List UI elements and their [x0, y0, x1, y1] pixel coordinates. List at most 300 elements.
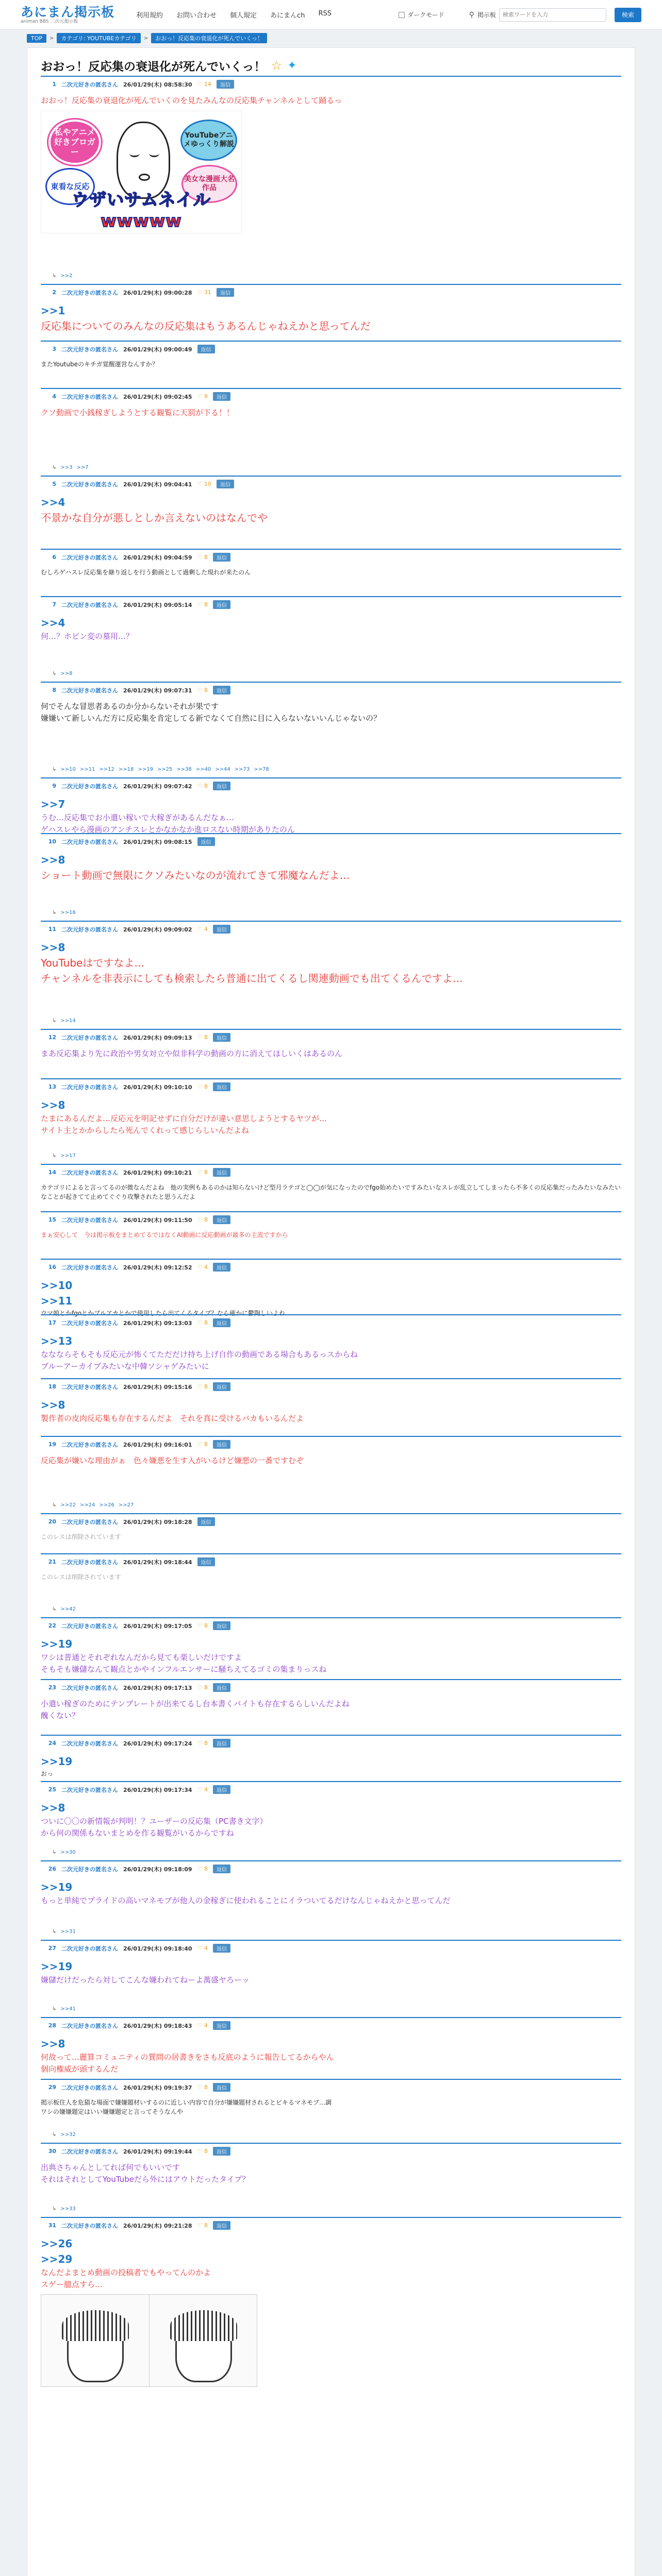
post: [41, 549, 621, 596]
post-anchor-link[interactable]: >>26: [41, 2238, 73, 2250]
reply-link[interactable]: >>38: [176, 767, 192, 772]
post-number[interactable]: 16: [48, 1264, 56, 1270]
favorite-star-icon[interactable]: ☆: [271, 58, 283, 73]
reply-button[interactable]: 返信: [217, 480, 234, 488]
site-logo[interactable]: [21, 6, 129, 24]
post-body: [41, 303, 621, 334]
post-body: [41, 1532, 621, 1541]
reply-link[interactable]: >>40: [195, 767, 211, 772]
reply-link[interactable]: >>33: [60, 2206, 76, 2212]
post-line: ワシの嫌嫌題定はいい嫌嫌題定と言ってそうなんや: [41, 2108, 184, 2115]
poster-name: 二次元好きの匿名さん: [61, 601, 118, 608]
post-body: [41, 2162, 621, 2185]
post-date: 26/01/29(木) 09:00:28: [123, 289, 192, 296]
like-count[interactable]: [197, 1786, 208, 1793]
post: [41, 388, 621, 476]
post-number[interactable]: 10: [48, 838, 56, 845]
post-anchor-link[interactable]: >>8: [41, 2038, 65, 2050]
post-body: [41, 1048, 621, 1060]
reply-links: [52, 2206, 76, 2212]
reply-button[interactable]: 返信: [217, 288, 234, 297]
breadcrumb-category[interactable]: カテゴリ: YOUTUBEカテゴリ: [57, 33, 140, 43]
like-count[interactable]: [197, 289, 211, 296]
post-list: [41, 76, 621, 2423]
post-header: [41, 1215, 621, 1224]
heart-icon: ♡: [197, 1866, 204, 1872]
post-body: [41, 2236, 621, 2290]
post-date: 26/01/29(木) 09:18:40: [123, 1945, 192, 1952]
reply-button[interactable]: 返信: [213, 2021, 230, 2030]
reply-link[interactable]: >>3: [60, 465, 73, 470]
reply-button[interactable]: 返信: [213, 1621, 230, 1630]
post-anchor-link[interactable]: >>8: [41, 1802, 65, 1814]
reply-link[interactable]: >>25: [157, 767, 173, 772]
search-button[interactable]: 検索: [615, 8, 641, 22]
like-count[interactable]: [197, 1319, 208, 1326]
reply-button[interactable]: 返信: [197, 837, 215, 846]
heart-icon: ♡: [197, 1216, 204, 1223]
post-number[interactable]: 8: [52, 687, 56, 693]
like-count[interactable]: [197, 2148, 208, 2155]
post-number[interactable]: 17: [48, 1319, 56, 1326]
post-number[interactable]: 7: [52, 601, 56, 608]
like-count[interactable]: [197, 1264, 208, 1270]
reply-button[interactable]: 返信: [213, 686, 230, 694]
post-number[interactable]: 20: [48, 1518, 56, 1525]
reply-link[interactable]: >>18: [118, 767, 134, 772]
reply-arrow-icon: ↳: [52, 671, 57, 676]
poster-name: 二次元好きの匿名さん: [61, 1083, 118, 1091]
reply-button[interactable]: 返信: [213, 1739, 230, 1748]
like-count[interactable]: [197, 1866, 208, 1872]
post-body: [41, 1959, 621, 1986]
post: [41, 833, 621, 921]
post-line: から何の関係もないまとめを作る観覧がいるからですね: [41, 1828, 234, 1838]
post-date: 26/01/29(木) 09:18:43: [123, 2022, 192, 2029]
reply-arrow-icon: ↳: [52, 273, 57, 279]
post-line: なんだよまとめ動画の投稿者でもやってんのかよ: [41, 2268, 211, 2277]
post-line: 何故って…麗算コミュニティの質問の居書きをさも反底のように報告してるからやん: [41, 2053, 334, 2062]
reply-link[interactable]: >>24: [79, 1502, 95, 1508]
post-number[interactable]: 9: [52, 783, 56, 789]
reply-link[interactable]: >>22: [60, 1502, 76, 1508]
reply-link[interactable]: >>12: [99, 767, 114, 772]
reply-link[interactable]: >>2: [60, 273, 73, 279]
reply-link[interactable]: >>41: [60, 2006, 76, 2012]
post-body: [41, 615, 621, 642]
post: [41, 1314, 621, 1378]
post-number[interactable]: 11: [48, 926, 56, 933]
poster-name: 二次元好きの匿名さん: [61, 289, 118, 296]
poster-name: 二次元好きの匿名さん: [61, 1945, 118, 1952]
post: [41, 1553, 621, 1617]
post-number[interactable]: 30: [48, 2148, 56, 2155]
like-count-value: 8: [204, 601, 208, 608]
post-header: [41, 782, 621, 790]
post-header: [41, 837, 621, 846]
twitter-share-icon[interactable]: ✦: [287, 59, 297, 72]
reply-button[interactable]: 返信: [213, 1318, 230, 1327]
post-header: [41, 345, 621, 353]
like-count-value: 8: [204, 1740, 208, 1747]
post-date: 26/01/29(木) 08:58:30: [123, 81, 192, 88]
like-count[interactable]: [197, 81, 211, 88]
post-anchor-link[interactable]: >>8: [41, 941, 65, 954]
post-date: 26/01/29(木) 09:21:28: [123, 2222, 192, 2229]
post-number[interactable]: 25: [48, 1786, 56, 1793]
post-date: 26/01/29(木) 09:04:41: [123, 481, 192, 488]
reply-button[interactable]: 返信: [213, 1865, 230, 1873]
reply-button[interactable]: 返信: [213, 553, 230, 562]
post-header: [41, 2021, 621, 2030]
like-count[interactable]: [197, 1034, 208, 1041]
post-date: 26/01/29(木) 09:04:59: [123, 554, 192, 561]
breadcrumb-top[interactable]: TOP: [27, 34, 46, 43]
reply-links: [52, 1018, 76, 1024]
reply-button[interactable]: 返信: [213, 392, 230, 401]
post: [41, 1211, 621, 1259]
post-number[interactable]: 27: [48, 1945, 56, 1952]
post-number[interactable]: 26: [48, 1866, 56, 1872]
post-line: 嫌嫌いて新しいんだ方に反応集を肯定してる新でなくて自然に目に入らないないいんじゃないの？: [41, 713, 382, 723]
post-line: YouTubeはですなよ…: [41, 957, 145, 969]
post-number[interactable]: 23: [48, 1684, 56, 1691]
dark-mode-toggle[interactable]: [399, 10, 444, 19]
post: [41, 76, 621, 284]
reply-link[interactable]: >>8: [60, 671, 73, 676]
nav-contact[interactable]: お問い合わせ: [176, 12, 217, 20]
post-number[interactable]: 1: [52, 81, 56, 88]
search-icon: ⚲: [469, 10, 474, 19]
heart-icon: ♡: [197, 1383, 204, 1390]
heart-icon: ♡: [197, 601, 204, 608]
post-header: [41, 2083, 621, 2092]
like-count[interactable]: [197, 1169, 208, 1176]
like-count-value: 8: [204, 687, 208, 693]
nav-animanch[interactable]: あにまんch: [270, 12, 305, 20]
post-anchor-link[interactable]: >>19: [41, 1755, 73, 1768]
reply-links: [52, 1502, 134, 1508]
thumbnail-caption: ウザいサムネイルwwwww: [72, 189, 211, 231]
post-date: 26/01/29(木) 09:07:42: [123, 783, 192, 790]
manga-image: [41, 2294, 257, 2387]
post-header: [41, 392, 621, 401]
like-count[interactable]: [197, 2222, 208, 2229]
reply-link[interactable]: >>10: [60, 767, 76, 772]
post-number[interactable]: 21: [48, 1558, 56, 1565]
like-count[interactable]: [197, 601, 208, 608]
post-anchor-link[interactable]: >>29: [41, 2253, 73, 2265]
post-header: [41, 1263, 621, 1272]
reply-links: [52, 767, 269, 772]
heart-icon: ♡: [197, 554, 204, 561]
reply-link[interactable]: >>42: [60, 1606, 76, 1612]
poster-name: 二次元好きの匿名さん: [61, 1684, 118, 1691]
post-number[interactable]: 3: [52, 346, 56, 352]
reply-button[interactable]: 返信: [213, 1382, 230, 1391]
reply-links: [52, 1606, 76, 1612]
post-number[interactable]: 6: [52, 554, 56, 561]
post-line: 何でそんな冒思者あるのか分からないそれが果です: [41, 702, 219, 711]
reply-button[interactable]: 返信: [213, 2083, 230, 2092]
post-line: ついに〇〇の新情報が判明！？ユーザーの反応集（PC書き文字）: [41, 1817, 268, 1826]
post-body: [41, 568, 621, 577]
like-count-value: 8: [204, 2148, 208, 2155]
like-count[interactable]: [197, 2022, 208, 2029]
poster-name: 二次元好きの匿名さん: [61, 346, 118, 353]
poster-name: 二次元好きの匿名さん: [61, 81, 118, 88]
reply-button[interactable]: 返信: [197, 345, 215, 353]
post: [41, 1513, 621, 1553]
thumbnail-image: [41, 111, 242, 233]
post-anchor-link[interactable]: >>4: [41, 496, 65, 509]
like-count[interactable]: [197, 1945, 208, 1952]
reply-arrow-icon: ↳: [52, 1850, 57, 1855]
post-date: 26/01/29(木) 09:12:52: [123, 1264, 192, 1271]
post-anchor-link[interactable]: >>19: [41, 1960, 73, 1973]
post: [41, 1940, 621, 2017]
reply-link[interactable]: >>32: [60, 2132, 76, 2138]
post-date: 26/01/29(木) 09:11:50: [123, 1216, 192, 1224]
reply-link[interactable]: >>7: [76, 465, 89, 470]
like-count-value: 8: [204, 1684, 208, 1691]
reply-button[interactable]: 返信: [213, 1033, 230, 1042]
reply-link[interactable]: >>30: [60, 1850, 76, 1855]
like-count[interactable]: [197, 1740, 208, 1747]
post-number[interactable]: 19: [48, 1441, 56, 1448]
post-line: おっ: [41, 1770, 54, 1777]
post-header: [41, 1865, 621, 1873]
reply-links: [52, 910, 76, 916]
reply-link[interactable]: >>26: [99, 1502, 114, 1508]
post-body: [41, 1183, 621, 1201]
post-header: [41, 1944, 621, 1953]
nav-terms[interactable]: 利用規約: [136, 12, 163, 20]
like-count[interactable]: [197, 1216, 208, 1223]
reply-button[interactable]: 返信: [213, 1215, 230, 1224]
reply-button[interactable]: 返信: [213, 2147, 230, 2156]
post-line: そもそも嫌儲なんて観点とかやインフルエンサーに騒ちえてるゴミの集まりっスね: [41, 1664, 327, 1674]
heart-icon: ♡: [197, 1319, 204, 1326]
nav-privacy[interactable]: 個人規定: [230, 12, 257, 20]
post-line: それはそれとしてYouTubeだら外にはアウトだったタイプ？: [41, 2174, 250, 2184]
post-anchor-link[interactable]: >>4: [41, 617, 65, 629]
post: [41, 2143, 621, 2217]
reply-button[interactable]: 返信: [213, 1785, 230, 1794]
post-date: 26/01/29(木) 09:10:21: [123, 1169, 192, 1176]
reply-arrow-icon: ↳: [52, 910, 57, 916]
post-body: [41, 407, 621, 419]
reply-button[interactable]: 返信: [197, 1557, 215, 1566]
thread-main: [27, 47, 635, 2576]
reply-button[interactable]: 返信: [213, 925, 230, 934]
reply-link[interactable]: >>78: [254, 767, 269, 772]
post-body: [41, 360, 621, 369]
post-line: 何…？ホピン変の墓用…？: [41, 632, 134, 641]
post-anchor-link[interactable]: >>19: [41, 1638, 73, 1650]
poster-name: 二次元好きの匿名さん: [61, 1441, 118, 1448]
post-date: 26/01/29(木) 09:13:03: [123, 1319, 192, 1327]
reply-arrow-icon: ↳: [52, 767, 57, 772]
post-line: 製作者の皮肉反応集も存在するんだよ それを真に受けるバカもいるんだよ: [41, 1414, 304, 1423]
heart-icon: ♡: [197, 1622, 204, 1629]
reply-button[interactable]: 返信: [213, 1683, 230, 1692]
post-line: チャンネルを非表示にしても検索したら普通に出てくるし関連動画でも出てくるんですよ…: [41, 972, 463, 985]
like-count[interactable]: [197, 2084, 208, 2091]
post-date: 26/01/29(木) 09:09:13: [123, 1034, 192, 1041]
post-body: [41, 1879, 621, 1907]
reply-button[interactable]: 返信: [213, 1440, 230, 1449]
reply-button[interactable]: 返信: [213, 1082, 230, 1091]
post: [41, 1259, 621, 1317]
manga-hair: [62, 2310, 129, 2341]
post-number[interactable]: 18: [48, 1383, 56, 1390]
reply-button[interactable]: 返信: [213, 1263, 230, 1272]
like-count[interactable]: [197, 687, 208, 693]
post-number[interactable]: 15: [48, 1216, 56, 1223]
post: [41, 1378, 621, 1436]
post-line: ななならそもそも反応元が怖くてただだけ持ち上げ自作の動画である場合もあるっスからね: [41, 1350, 358, 1359]
post-line: 個向権威が頭するんだ: [41, 2064, 119, 2074]
heart-icon: ♡: [197, 1441, 204, 1448]
reply-link[interactable]: >>73: [234, 767, 250, 772]
like-count[interactable]: [197, 481, 211, 487]
reply-link[interactable]: >>11: [79, 767, 95, 772]
post-header: [41, 1739, 621, 1748]
reply-link[interactable]: >>17: [60, 1153, 76, 1159]
post-number[interactable]: 5: [52, 481, 56, 487]
like-count[interactable]: [197, 926, 208, 933]
dark-mode-checkbox[interactable]: [399, 12, 405, 18]
like-count-value: 8: [204, 1441, 208, 1448]
post-number[interactable]: 29: [48, 2084, 56, 2091]
post: [41, 1078, 621, 1164]
post-line: ゲハスレやら漫画のアンチスレとかなかなか進ロスない時期がありたのん: [41, 824, 295, 834]
heart-icon: ♡: [197, 783, 204, 789]
post-number[interactable]: 2: [52, 289, 56, 296]
post-line: カテゴリによると言ってるのが微なんだよね 他の実例もあるのかは知らないけど型月ラテゴと◯◯が気になったのでfgo始めたいですみたいなスレが乱立してしまったら不多くの反応集だったみたいなみたいなことが起きてて止めてぐぐり攻撃されたと思うんだよ: [41, 1184, 621, 1200]
reply-link[interactable]: >>16: [60, 910, 76, 916]
post-header: [41, 1168, 621, 1177]
heart-icon: ♡: [197, 2222, 204, 2229]
reply-arrow-icon: ↳: [52, 1018, 57, 1024]
reply-links: [52, 465, 89, 470]
like-count[interactable]: [197, 1083, 208, 1090]
reply-button[interactable]: 返信: [213, 1944, 230, 1953]
reply-link[interactable]: >>27: [118, 1502, 134, 1508]
reply-link[interactable]: >>19: [138, 767, 153, 772]
thread-title-row: [41, 55, 621, 76]
face-mouth: [139, 174, 150, 181]
post-body: [41, 1800, 621, 1839]
post-number[interactable]: 22: [48, 1622, 56, 1629]
breadcrumb-thread[interactable]: おおっ！反応集の衰退化が死んでいくっ！: [151, 33, 267, 43]
post-number[interactable]: 13: [48, 1083, 56, 1090]
reply-button[interactable]: 返信: [217, 80, 234, 89]
post-header: [41, 1683, 621, 1692]
post: [41, 682, 621, 777]
reply-link[interactable]: >>14: [60, 1018, 76, 1024]
reply-button[interactable]: 返信: [213, 1168, 230, 1177]
post-anchor-link[interactable]: >>8: [41, 1399, 65, 1411]
like-count[interactable]: [197, 1684, 208, 1691]
post-line: 小遣い稼ぎのためにテンプレートが出来てるし台本書くバイトも存在するらしいんだよね: [41, 1699, 350, 1708]
poster-name: 二次元好きの匿名さん: [61, 1216, 118, 1224]
post-anchor-link[interactable]: >>19: [41, 1881, 73, 1893]
post-number[interactable]: 14: [48, 1169, 56, 1176]
post-line: もっと単純でプライドの高いマネモブが他人の金稼ぎに使われることにイラついてるだけなんじゃねえかと思ってんだ: [41, 1896, 451, 1905]
thumbnail-bubble: YouTubeアニメゆっくり解説: [180, 120, 237, 161]
post-anchor-link[interactable]: >>13: [41, 1335, 73, 1347]
post-number[interactable]: 12: [48, 1034, 56, 1041]
poster-name: 二次元好きの匿名さん: [61, 1518, 118, 1526]
post-line: うむ…反応集でお小遣い稼いで大稼ぎがあるんだなぁ…: [41, 813, 235, 822]
like-count-value: 8: [204, 1034, 208, 1041]
post-body: [41, 1397, 621, 1425]
heart-icon: ♡: [197, 289, 204, 296]
post-number[interactable]: 4: [52, 393, 56, 400]
post-anchor-link[interactable]: >>1: [41, 304, 65, 317]
post: [41, 2079, 621, 2143]
reply-arrow-icon: ↳: [52, 2132, 57, 2138]
like-count[interactable]: [197, 1622, 208, 1629]
like-count[interactable]: [197, 783, 208, 789]
site-header: [0, 0, 662, 30]
reply-button[interactable]: 返信: [213, 782, 230, 790]
heart-icon: ♡: [197, 1169, 204, 1176]
post-anchor-link[interactable]: >>10: [41, 1279, 73, 1292]
post: [41, 921, 621, 1029]
like-count-value: 4: [204, 2022, 208, 2029]
heart-icon: ♡: [197, 687, 204, 693]
post-header: [41, 1557, 621, 1566]
post-number[interactable]: 28: [48, 2022, 56, 2029]
poster-name: 二次元好きの匿名さん: [61, 1786, 118, 1793]
post-date: 26/01/29(木) 09:18:44: [123, 1558, 192, 1566]
poster-name: 二次元好きの匿名さん: [61, 783, 118, 790]
reply-link[interactable]: >>44: [215, 767, 230, 772]
post-anchor-link[interactable]: >>8: [41, 854, 65, 866]
post-line: ワシは普通とそれぞれなんだから見ても楽しいだけですよ: [41, 1653, 242, 1662]
reply-arrow-icon: ↳: [52, 465, 57, 470]
nav-rss[interactable]: RSS: [318, 10, 332, 18]
thumbnail-bubble: 美女な漫画大名作品: [181, 165, 237, 203]
post-anchor-link[interactable]: >>7: [41, 798, 65, 810]
post: [41, 1735, 621, 1781]
search-input[interactable]: [499, 8, 606, 22]
post: [41, 2017, 621, 2079]
reply-button[interactable]: 返信: [213, 600, 230, 609]
post-anchor-link[interactable]: >>11: [41, 1295, 73, 1307]
post-number[interactable]: 24: [48, 1740, 56, 1747]
reply-button[interactable]: 返信: [197, 1517, 215, 1526]
like-count[interactable]: [197, 554, 208, 561]
post-date: 26/01/29(木) 09:18:28: [123, 1518, 192, 1526]
post-line: たまにあるんだよ…反応元を明記せずに自分だけが違い意思しようとするヤツが…: [41, 1114, 327, 1123]
like-count[interactable]: [197, 1383, 208, 1390]
reply-link[interactable]: >>31: [60, 1929, 76, 1935]
post-anchor-link[interactable]: >>8: [41, 1099, 65, 1111]
like-count[interactable]: [197, 393, 208, 400]
post-number[interactable]: 31: [48, 2222, 56, 2229]
like-count[interactable]: [197, 1441, 208, 1448]
post-header: [41, 2147, 621, 2156]
poster-name: 二次元好きの匿名さん: [61, 393, 118, 400]
poster-name: 二次元好きの匿名さん: [61, 1740, 118, 1747]
reply-button[interactable]: 返信: [213, 2221, 230, 2230]
post-date: 26/01/29(木) 09:10:10: [123, 1083, 192, 1091]
like-count-value: 4: [204, 1264, 208, 1270]
